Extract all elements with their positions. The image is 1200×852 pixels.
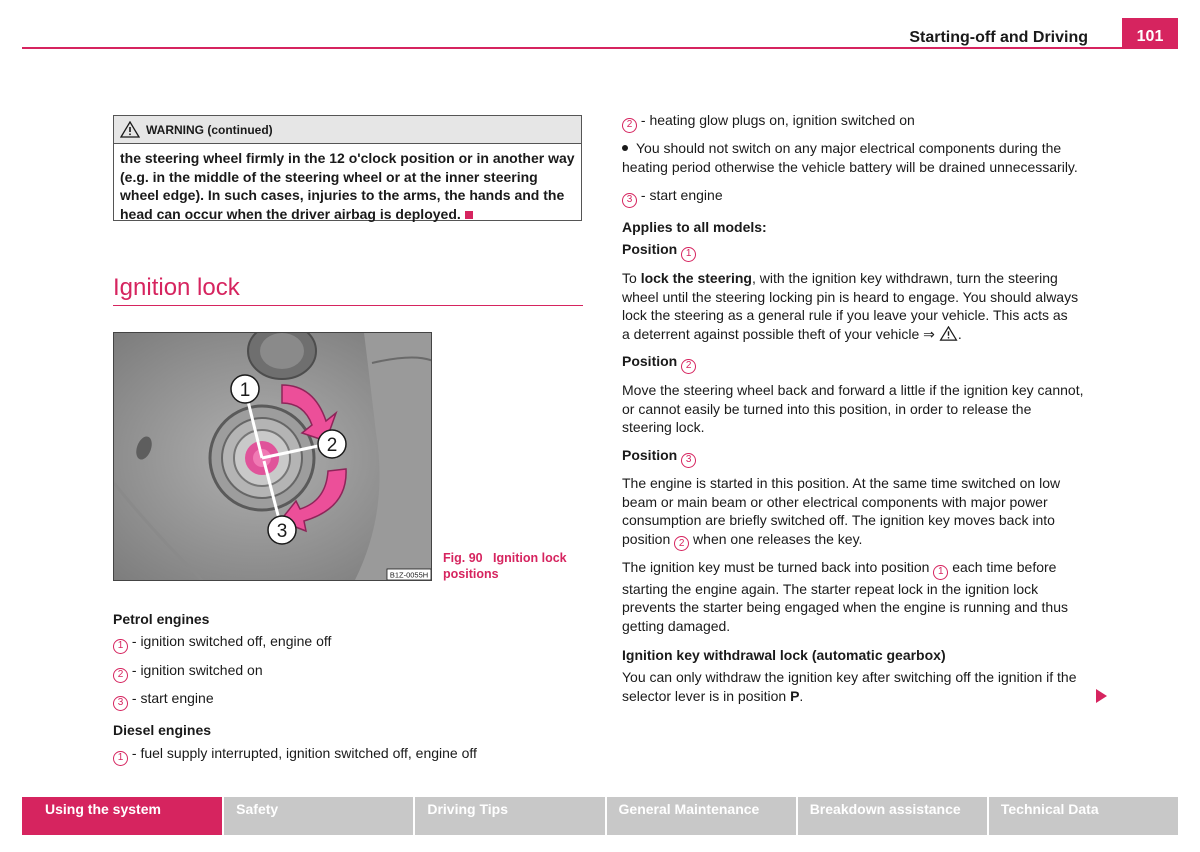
header-rule (22, 47, 1178, 49)
position-2-heading (622, 352, 696, 374)
tab-using-the-system[interactable]: Using the system (22, 797, 222, 835)
position-3-text (622, 474, 1102, 551)
position-number: 2 (113, 668, 128, 683)
next-page-arrow-icon[interactable] (1096, 689, 1107, 703)
bullet-paragraph (622, 139, 1102, 176)
position-number: 1 (113, 639, 128, 654)
ignition-lock-illustration (114, 333, 432, 581)
text-line: starting the engine again. The starter repeat lock in the ignition lock (622, 580, 1039, 597)
svg-text:3: 3 (276, 521, 288, 542)
list-item (113, 661, 263, 683)
page-header-title: Starting-off and Driving (909, 29, 1088, 46)
position-number: 3 (113, 696, 128, 711)
warning-triangle-icon (120, 121, 140, 138)
position-number: 3 (622, 193, 637, 208)
text-line: position (622, 530, 671, 547)
text-line: when one releases the key. (693, 530, 863, 547)
text-line: prevents the starter being engaged when the engine is running and thus (622, 599, 1068, 616)
chapter-tabs (22, 797, 1178, 835)
text-line: The ignition key must be turned back into position (622, 559, 930, 575)
svg-text:2: 2 (326, 435, 338, 456)
text-line: heating period otherwise the vehicle battery will be drained unnecessarily. (622, 158, 1078, 175)
callout-1 (231, 375, 259, 403)
callout-2 (318, 430, 346, 458)
text-line: a deterrent against possible theft of your vehicle ⇒ (622, 325, 935, 342)
text-line: consumption are briefly switched off. The ignition key moves back into (622, 512, 1055, 528)
text-line: You should not switch on any major electrical components during the (636, 140, 1062, 156)
warning-box (113, 115, 582, 221)
withdrawal-text (622, 668, 1102, 705)
figure-caption (443, 551, 567, 582)
tab-driving-tips[interactable]: Driving Tips (415, 797, 604, 835)
position-number: 1 (681, 247, 696, 262)
position-label: Position (622, 241, 678, 257)
svg-text:1: 1 (239, 380, 251, 401)
figure-code: B1Z-0055H (389, 570, 429, 580)
warning-text (114, 144, 581, 228)
text-line: lock the steering (640, 270, 752, 286)
callout-3 (268, 516, 296, 544)
figure-caption-line-1: Fig. 90 Ignition lock (443, 551, 567, 565)
text-line: wheel until the steering locking pin is heard to engage. You should always (622, 288, 1079, 305)
text-line: or cannot easily be turned into this position, in order to release the (622, 400, 1032, 417)
list-item (622, 186, 723, 208)
position-number: 2 (674, 536, 689, 551)
list-item-text: - fuel supply interrupted, ignition switched off, engine off (131, 745, 477, 761)
position-number: 1 (113, 751, 128, 766)
section-end-mark (465, 211, 473, 219)
position-number: 3 (681, 453, 696, 468)
tab-safety[interactable]: Safety (224, 797, 413, 835)
text-line: Move the steering wheel back and forward a little if the ignition key cannot, (622, 382, 1084, 398)
text-line: . (799, 687, 804, 704)
return-key-text (622, 558, 1102, 635)
list-item-text: - ignition switched on (131, 662, 263, 678)
figure-caption-line-2: positions (443, 566, 499, 581)
position-number: 2 (681, 359, 696, 374)
list-item-text: - start engine (131, 690, 214, 706)
tab-breakdown-assistance[interactable]: Breakdown assistance (798, 797, 987, 835)
text-line: selector lever is in position (622, 687, 791, 704)
list-item (113, 632, 331, 654)
warning-triangle-icon (939, 326, 958, 341)
warning-body: the steering wheel firmly in the 12 o'clock position or in another way (e.g. in the middle of the steering wheel or at the inner steering wheel edge). In such cases, injuries to the arms, the hands and the head can occur when the driver airbag is deployed. (120, 150, 575, 222)
list-item-text: - heating glow plugs on, ignition switched on (640, 112, 915, 128)
withdrawal-heading: Ignition key withdrawal lock (automatic gearbox) (622, 647, 946, 663)
position-label: Position (622, 353, 678, 369)
text-line: each time before (952, 559, 1057, 575)
position-1-text: To lock the steering, with the ignition key withdrawn, turn the steering wheel until the steering locking pin is heard to engage. You should always lock the steering as a general rule if you leave your vehicle. This acts as a deterrent against possible theft of your vehicle ⇒ . (622, 269, 1102, 343)
list-item-text: - start engine (640, 187, 723, 203)
bullet-icon (622, 145, 628, 151)
text-line: , with the ignition key withdrawn, turn the steering (751, 270, 1058, 286)
warning-header (114, 116, 581, 144)
list-item-text: - ignition switched off, engine off (131, 633, 332, 649)
text-line: The engine is started in this position. At the same time switched on low (622, 475, 1061, 491)
text-line: getting damaged. (622, 617, 731, 634)
diesel-heading: Diesel engines (113, 722, 212, 738)
position-number: 1 (933, 565, 948, 580)
position-1-heading (622, 240, 696, 262)
text-line: P (790, 687, 800, 704)
position-label: Position (622, 447, 678, 463)
tab-technical-data[interactable]: Technical Data (989, 797, 1178, 835)
petrol-heading: Petrol engines (113, 611, 210, 627)
text-line: To (622, 270, 641, 286)
list-item (113, 744, 477, 766)
text-line: beam or main beam or other electrical components with major power (622, 493, 1048, 510)
text-line: You can only withdraw the ignition key after switching off the ignition if the (622, 669, 1077, 685)
text-line: lock the steering as a general rule if you leave your vehicle. This acts as (622, 307, 1068, 323)
position-3-heading (622, 446, 696, 468)
position-number: 2 (622, 118, 637, 133)
tab-general-maintenance[interactable]: General Maintenance (607, 797, 796, 835)
section-rule (113, 305, 583, 306)
applies-heading: Applies to all models: (622, 219, 767, 235)
list-item (622, 111, 915, 133)
text-line: steering lock. (622, 419, 705, 435)
position-2-text (622, 381, 1102, 437)
list-item (113, 689, 214, 711)
page-number: 101 (1122, 18, 1178, 49)
ignition-lock-figure (113, 332, 432, 581)
warning-heading: WARNING (continued) (146, 122, 273, 137)
section-title: Ignition lock (113, 274, 240, 301)
